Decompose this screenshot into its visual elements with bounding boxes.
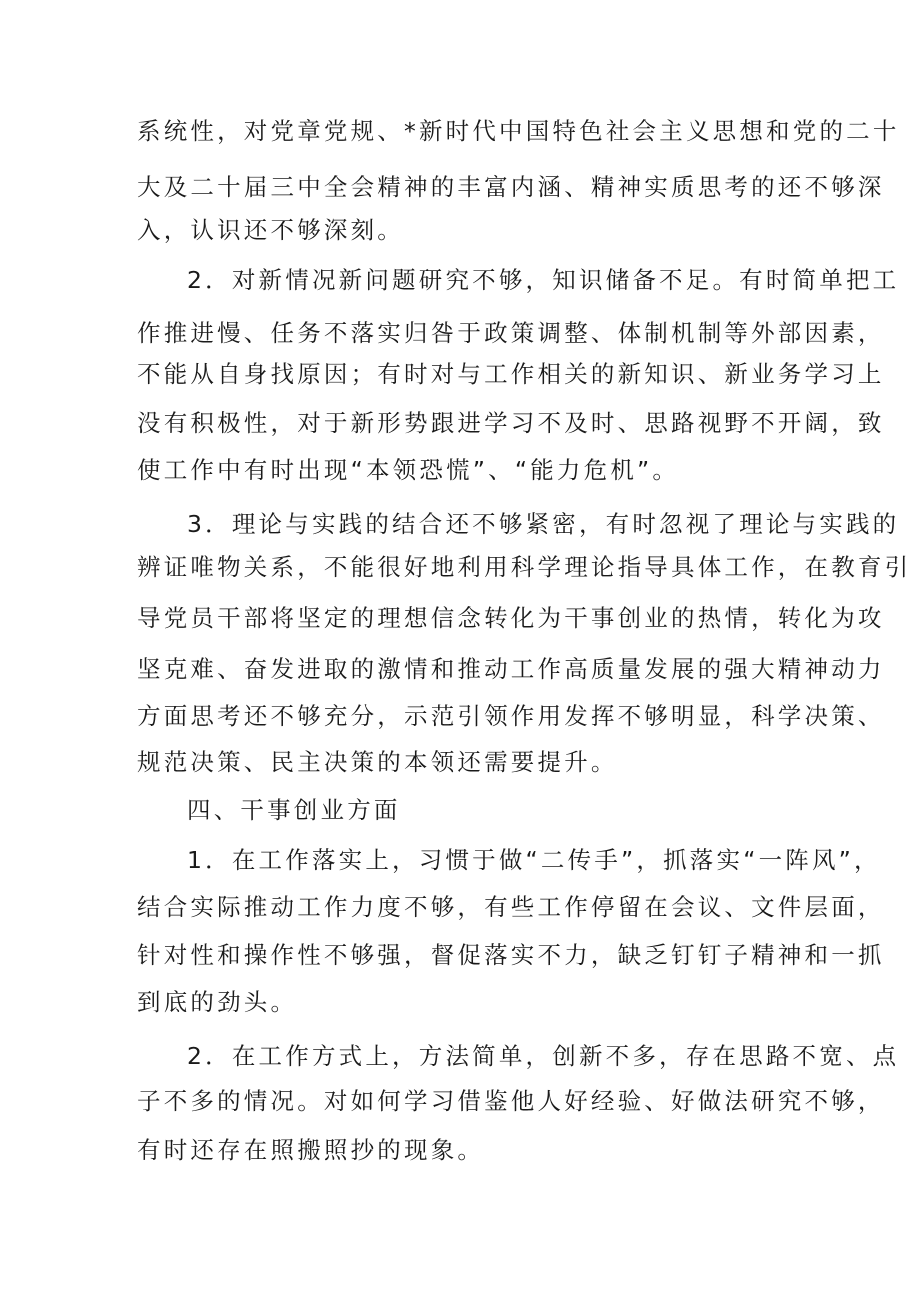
text-line: 2．对新情况新问题研究不够，知识储备不足。有时简单把工: [187, 266, 900, 294]
text-line: 规范决策、民主决策的本领还需要提升。: [137, 748, 618, 776]
text-line: 导党员干部将坚定的理想信念转化为干事创业的热情，转化为攻: [137, 604, 885, 632]
text-line: 有时还存在照搬照抄的现象。: [137, 1136, 485, 1164]
text-line: 作推进慢、任务不落实归咎于政策调整、体制机制等外部因素，: [137, 319, 885, 347]
text-line: 辨证唯物关系，不能很好地利用科学理论指导具体工作，在教育引: [137, 553, 912, 581]
text-line: 不能从自身找原因；有时对与工作相关的新知识、新业务学习上: [137, 360, 885, 388]
text-line: 没有积极性，对于新形势跟进学习不及时、思路视野不开阔，致: [137, 409, 885, 437]
text-line: 系统性，对党章党规、*新时代中国特色社会主义思想和党的二十: [137, 117, 900, 145]
text-line: 针对性和操作性不够强，督促落实不力，缺乏钉钉子精神和一抓: [137, 941, 885, 969]
text-line: 到底的劲头。: [137, 988, 298, 1016]
text-line: 大及二十届三中全会精神的丰富内涵、精神实质思考的还不够深: [137, 173, 885, 201]
text-line: 使工作中有时出现“本领恐慌”、“能力危机”。: [137, 456, 680, 484]
text-line: 入，认识还不够深刻。: [137, 216, 404, 244]
text-line: 1．在工作落实上，习惯于做“二传手”，抓落实“一阵风”，: [187, 846, 881, 874]
text-line: 3．理论与实践的结合还不够紧密，有时忽视了理论与实践的: [187, 510, 900, 538]
text-line: 坚克难、奋发进取的激情和推动工作高质量发展的强大精神动力: [137, 655, 885, 683]
text-line: 子不多的情况。对如何学习借鉴他人好经验、好做法研究不够，: [137, 1087, 885, 1115]
text-line: 方面思考还不够充分，示范引领作用发挥不够明显，科学决策、: [137, 702, 885, 730]
text-line: 结合实际推动工作力度不够，有些工作停留在会议、文件层面，: [137, 893, 885, 921]
text-line: 2．在工作方式上，方法简单，创新不多，存在思路不宽、点: [187, 1042, 900, 1070]
section-heading: 四、干事创业方面: [187, 796, 401, 824]
